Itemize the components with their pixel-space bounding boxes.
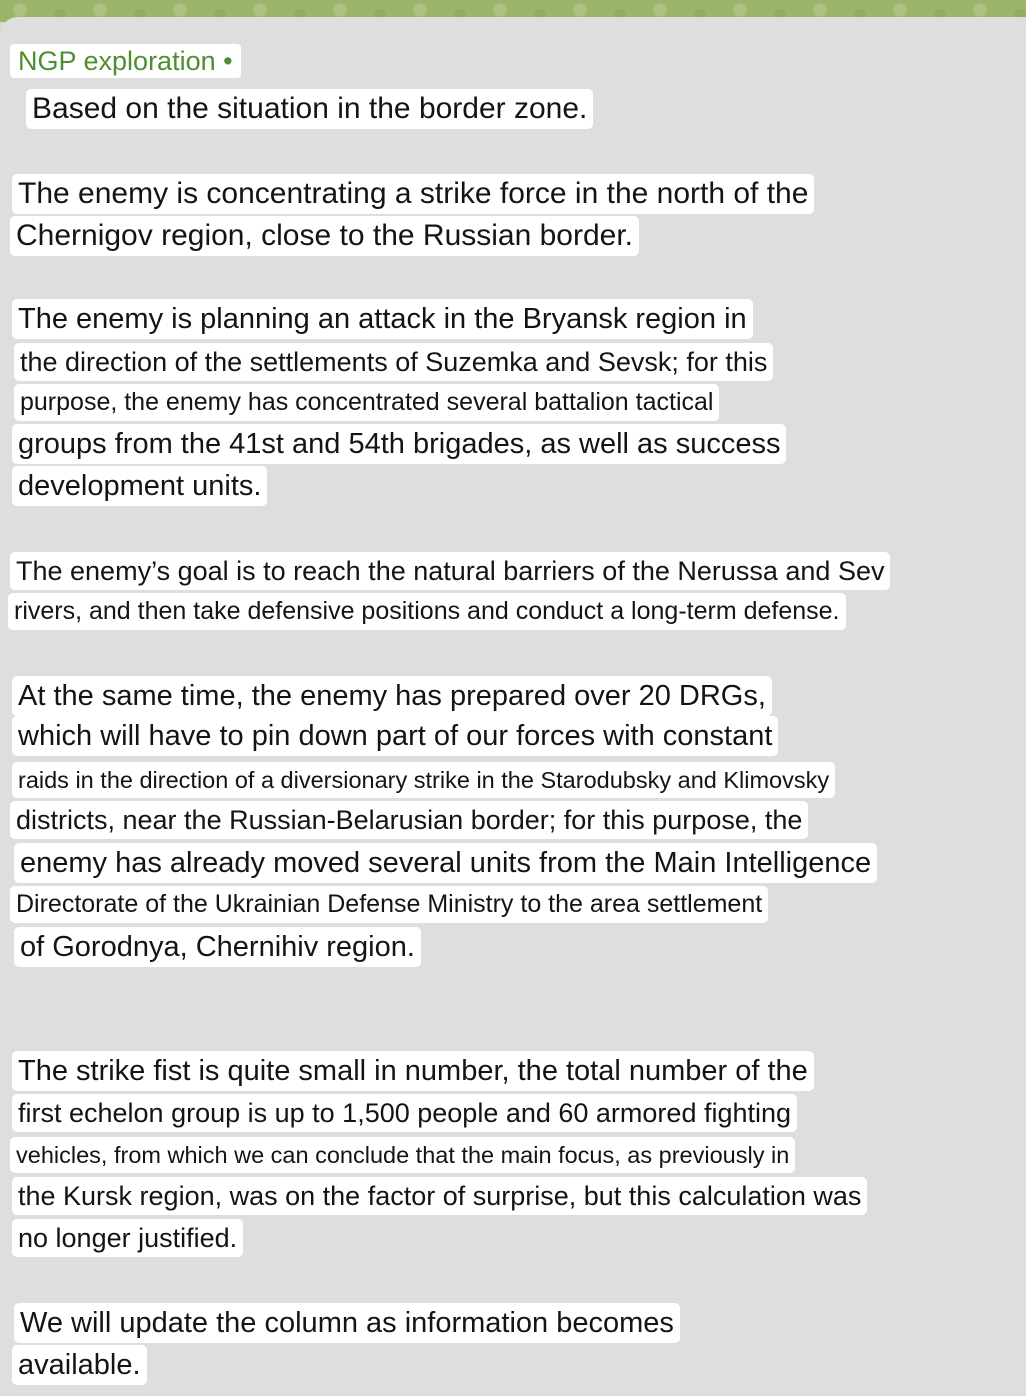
message-line: We will update the column as information becomes <box>14 1303 680 1343</box>
message-line: no longer justified. <box>12 1219 243 1257</box>
message-line: Based on the situation in the border zone. <box>26 89 593 129</box>
message-line: Directorate of the Ukrainian Defense Ministry to the area settlement <box>10 886 768 923</box>
message-line: of Gorodnya, Chernihiv region. <box>14 927 421 967</box>
message-line: The strike fist is quite small in number, the total number of the <box>12 1051 814 1091</box>
message-line: available. <box>12 1345 147 1385</box>
channel-name[interactable]: NGP exploration • <box>10 44 241 78</box>
message-line: purpose, the enemy has concentrated several battalion tactical <box>14 384 719 421</box>
message-line: enemy has already moved several units from the Main Intelligence <box>14 843 877 883</box>
message-line: development units. <box>12 466 267 506</box>
message-line: raids in the direction of a diversionary strike in the Starodubsky and Klimovsky <box>12 762 835 798</box>
message-line: The enemy is concentrating a strike force in the north of the <box>12 174 814 214</box>
message-line: the Kursk region, was on the factor of surprise, but this calculation was <box>12 1177 867 1215</box>
message-line: Chernigov region, close to the Russian border. <box>10 216 639 256</box>
message-line: the direction of the settlements of Suzemka and Sevsk; for this <box>14 343 773 381</box>
message-line: The enemy’s goal is to reach the natural barriers of the Nerussa and Sev <box>10 552 890 590</box>
message-line: groups from the 41st and 54th brigades, as well as success <box>12 424 786 464</box>
message-line: rivers, and then take defensive positions and conduct a long-term defense. <box>8 593 846 630</box>
message-line: first echelon group is up to 1,500 people and 60 armored fighting <box>12 1094 797 1132</box>
message-line: The enemy is planning an attack in the Bryansk region in <box>12 299 753 339</box>
message-line: vehicles, from which we can conclude that the main focus, as previously in <box>10 1137 795 1173</box>
message-line: which will have to pin down part of our forces with constant <box>12 716 778 756</box>
message-line: At the same time, the enemy has prepared over 20 DRGs, <box>12 676 772 716</box>
message-line: districts, near the Russian-Belarusian border; for this purpose, the <box>10 801 808 839</box>
